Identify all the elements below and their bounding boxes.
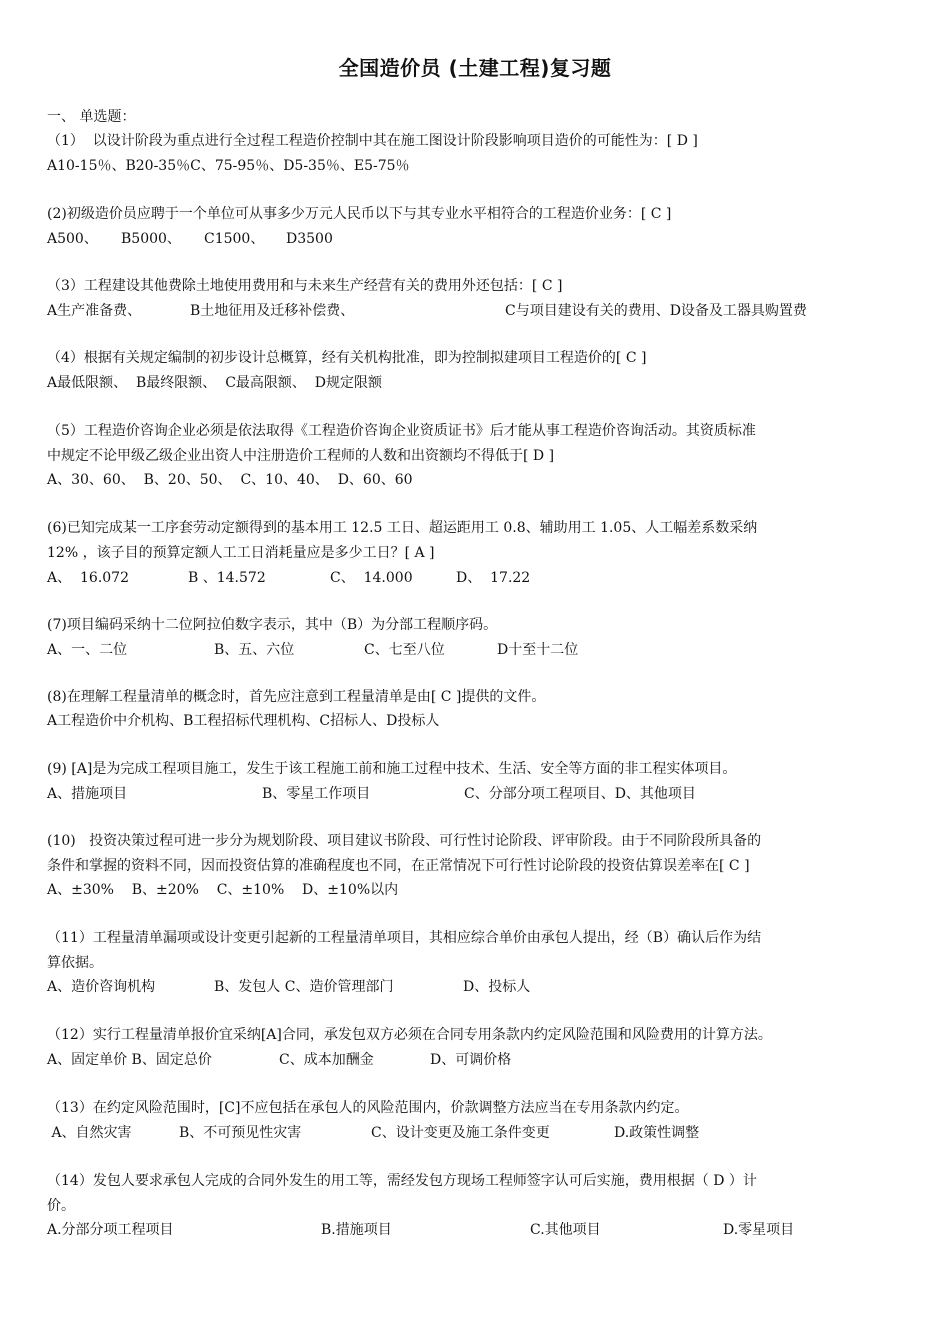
- question-9-option-a: A、措施项目: [47, 786, 128, 802]
- question-2-option-c: C1500、: [204, 231, 265, 247]
- question-1-options: A10-15％、B20-35％C、75-95％、D5-35％、E5-75％: [47, 158, 410, 174]
- question-10-stem-line-2: 条件和掌握的资料不同，因而投资估算的准确程度也不同，在正常情况下可行性讨论阶段的投资估算误差率在[ C ]: [47, 858, 750, 874]
- question-13-option-d: D.政策性调整: [614, 1125, 700, 1141]
- question-7-option-a: A、一、二位: [47, 642, 128, 658]
- question-5-stem-line-1: （5）工程造价咨询企业必须是依法取得《工程造价咨询企业资质证书》后才能从事工程造价咨询活动。其资质标准: [47, 423, 756, 439]
- question-6-option-d: D、 17.22: [456, 570, 531, 586]
- question-4-stem: （4）根据有关规定编制的初步设计总概算，经有关机构批准，即为控制拟建项目工程造价的[ C ]: [47, 350, 647, 366]
- question-14-option-d: D.零星项目: [723, 1222, 795, 1238]
- question-5-options: A、30、60、 B、20、50、 C、10、40、 D、60、60: [47, 472, 413, 488]
- question-14-option-c: C.其他项目: [530, 1222, 601, 1238]
- question-10-options: A、±30% B、±20% C、±10% D、±10%以内: [47, 882, 399, 898]
- question-11-option-a: A、造价咨询机构: [47, 979, 156, 995]
- question-2-stem: (2)初级造价员应聘于一个单位可从事多少万元人民币以下与其专业水平相符合的工程造价业务：[ C ]: [47, 206, 672, 222]
- question-6-option-b: B 、14.572: [188, 570, 266, 586]
- question-9-option-b: B、零星工作项目: [262, 786, 371, 802]
- question-14-stem-line-2: 价。: [47, 1198, 75, 1214]
- question-9-stem: (9) [A]是为完成工程项目施工，发生于该工程施工前和施工过程中技术、生活、安全等方面的非工程实体项目。: [47, 761, 737, 777]
- question-7-option-b: B、五、六位: [214, 642, 295, 658]
- question-12-option-c: C、成本加酬金: [279, 1052, 374, 1068]
- question-11-option-d: D、投标人: [463, 979, 531, 995]
- question-2-option-d: D3500: [286, 231, 333, 247]
- question-11-stem-line-2: 算依据。: [47, 955, 103, 971]
- question-11-stem-line-1: （11）工程量清单漏项或设计变更引起新的工程量清单项目，其相应综合单价由承包人提出，经（B）确认后作为结: [47, 930, 762, 946]
- question-7-option-c: C、七至八位: [364, 642, 445, 658]
- question-6-option-a: A、 16.072: [47, 570, 129, 586]
- question-3-option-b: B土地征用及迁移补偿费、: [190, 303, 355, 319]
- question-13-option-a: A、自然灾害: [47, 1125, 132, 1141]
- document-title: 全国造价员 (土建工程)复习题: [338, 56, 612, 80]
- question-6-option-c: C、 14.000: [330, 570, 413, 586]
- question-12-option-d: D、可调价格: [430, 1052, 512, 1068]
- question-2-option-b: B5000、: [121, 231, 181, 247]
- question-3-stem: （3）工程建设其他费除土地使用费用和与未来生产经营有关的费用外还包括：[ C ]: [47, 278, 563, 294]
- question-14-stem-line-1: （14）发包人要求承包人完成的合同外发生的用工等，需经发包方现场工程师签字认可后实施，费用根据（ D ）计: [47, 1173, 757, 1189]
- question-6-stem-line-2: 12% ，该子目的预算定额人工工日消耗量应是多少工日？[ A ]: [47, 545, 435, 561]
- question-12-option-ab: A、固定单价 B、固定总价: [47, 1052, 212, 1068]
- question-4-options: A最低限额、 B最终限额、 C最高限额、 D规定限额: [47, 375, 383, 391]
- question-14-option-b: B.措施项目: [321, 1222, 392, 1238]
- question-5-stem-line-2: 中规定不论甲级乙级企业出资人中注册造价工程师的人数和出资额均不得低于[ D ]: [47, 448, 555, 464]
- question-10-stem-line-1: (10) 投资决策过程可进一步分为规划阶段、项目建议书阶段、可行性讨论阶段、评审阶段。由于不同阶段所具备的: [47, 833, 762, 849]
- question-8-options: A工程造价中介机构、B工程招标代理机构、C招标人、D投标人: [47, 713, 440, 729]
- question-7-option-d: D十至十二位: [497, 642, 579, 658]
- section-heading: 一、 单选题：: [47, 109, 136, 125]
- question-3-option-cd: C与项目建设有关的费用、D设备及工器具购置费: [505, 303, 807, 319]
- question-7-stem: (7)项目编码采纳十二位阿拉伯数字表示，其中（B）为分部工程顺序码。: [47, 617, 498, 633]
- question-14-option-a: A.分部分项工程项目: [47, 1222, 174, 1238]
- question-13-option-b: B、不可预见性灾害: [179, 1125, 302, 1141]
- question-8-stem: (8)在理解工程量清单的概念时，首先应注意到工程量清单是由[ C ]提供的文件。: [47, 689, 546, 705]
- question-13-option-c: C、设计变更及施工条件变更: [371, 1125, 550, 1141]
- question-12-stem: （12）实行工程量清单报价宜采纳[A]合同，承发包双方必须在合同专用条款内约定风险范围和风险费用的计算方法。: [47, 1027, 772, 1043]
- question-2-option-a: A500、: [47, 231, 98, 247]
- question-9-option-cd: C、分部分项工程项目、D、其他项目: [464, 786, 696, 802]
- question-3-option-a: A生产准备费、: [47, 303, 142, 319]
- question-13-stem: （13）在约定风险范围时，[C]不应包括在承包人的风险范围内，价款调整方法应当在专用条款内约定。: [47, 1100, 689, 1116]
- question-1-stem: （1） 以设计阶段为重点进行全过程工程造价控制中其在施工图设计阶段影响项目造价的可能性为：[ D ]: [47, 133, 698, 149]
- question-11-option-bc: B、发包人 C、造价管理部门: [214, 979, 394, 995]
- question-6-stem-line-1: (6)已知完成某一工序套劳动定额得到的基本用工 12.5 工日、超运距用工 0.8、辅助用工 1.05、人工幅差系数采纳: [47, 520, 758, 536]
